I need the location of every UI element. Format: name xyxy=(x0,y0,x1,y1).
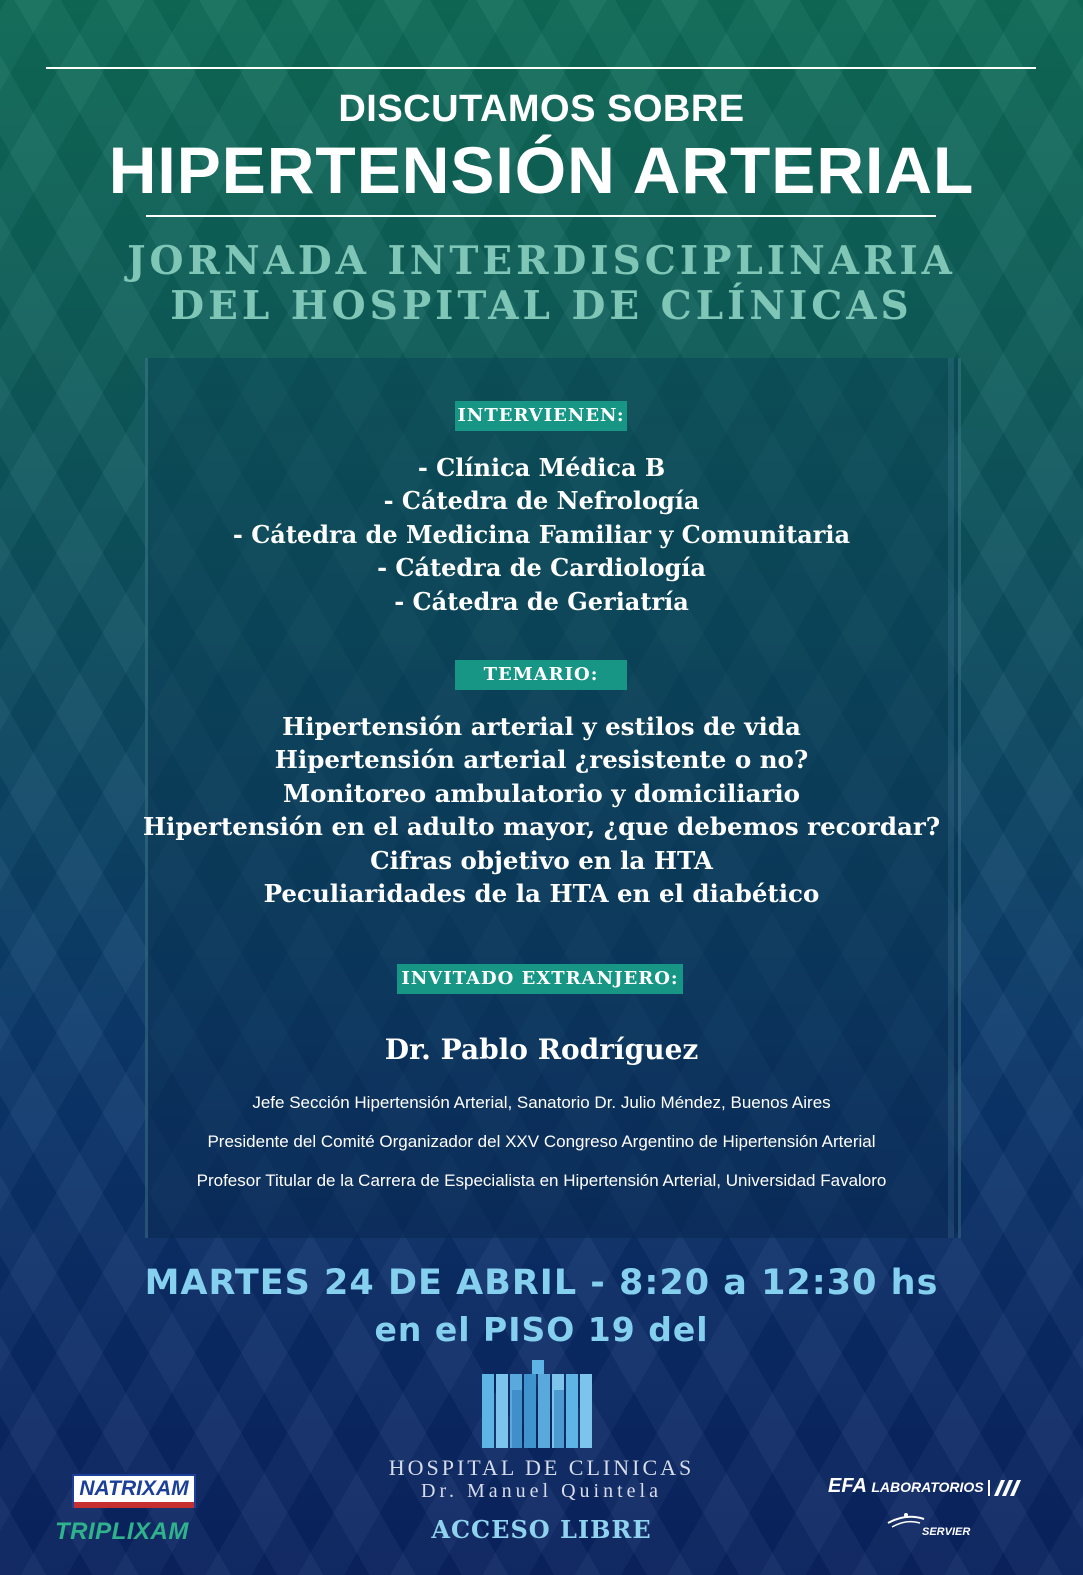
list-item: Hipertensión arterial y estilos de vida xyxy=(282,712,801,741)
event-date-time: MARTES 24 DE ABRIL - 8:20 a 12:30 hs xyxy=(144,1263,939,1303)
servier-text: SERVIER xyxy=(922,1526,971,1538)
list-item: Monitoreo ambulatorio y domiciliario xyxy=(282,778,800,808)
top-rule xyxy=(46,67,1036,69)
title-underline xyxy=(146,215,936,217)
list-item: - Cátedra de Nefrología xyxy=(383,486,700,516)
efa-mark-icon xyxy=(988,1480,1024,1496)
efa-laboratorios-logo xyxy=(828,1475,1024,1498)
guest-name: Dr. Pablo Rodríguez xyxy=(384,1033,699,1066)
list-item: Peculiaridades de la HTA en el diabético xyxy=(263,879,820,909)
natrixam-text: NATRIXAM xyxy=(79,1477,189,1500)
access-label: ACCESO LIBRE xyxy=(431,1515,652,1544)
intervienen-badge: INTERVIENEN: xyxy=(455,401,627,431)
list-item: - Clínica Médica B xyxy=(417,453,666,482)
hospital-name: HOSPITAL DE CLINICAS xyxy=(388,1455,695,1480)
guest-credential: Presidente del Comité Organizador del XXV Congreso Argentino de Hipertensión Arterial xyxy=(207,1132,876,1151)
subtitle-line-1: JORNADA INTERDISCIPLINARIA xyxy=(127,238,956,284)
natrixam-logo xyxy=(72,1474,196,1508)
guest-credential: Profesor Titular de la Carrera de Especialista en Hipertensión Arterial, Universidad Favaloro xyxy=(196,1171,887,1190)
laboratorios-text: LABORATORIOS xyxy=(871,1479,984,1495)
title-line-1: DISCUTAMOS SOBRE xyxy=(338,88,745,130)
event-place: en el PISO 19 del xyxy=(374,1310,709,1349)
triplixam-logo: TRIPLIXAM xyxy=(55,1518,189,1545)
hospital-subname: Dr. Manuel Quintela xyxy=(421,1480,662,1502)
temario-badge: TEMARIO: xyxy=(455,660,627,690)
list-item: Hipertensión en el adulto mayor, ¿que debemos recordar? xyxy=(142,812,941,842)
list-item: - Cátedra de Geriatría xyxy=(394,586,689,616)
list-item: - Cátedra de Medicina Familiar y Comunitaria xyxy=(232,519,851,549)
list-item: Cifras objetivo en la HTA xyxy=(370,845,713,875)
intervienen-list xyxy=(0,451,1083,618)
list-item: - Cátedra de Cardiología xyxy=(377,553,706,583)
hospital-logo-icon xyxy=(482,1360,592,1448)
guest-credential: Jefe Sección Hipertensión Arterial, Sanatorio Dr. Julio Méndez, Buenos Aires xyxy=(252,1093,831,1112)
temario-list xyxy=(0,710,1083,910)
subtitle-line-2: DEL HOSPITAL DE CLÍNICAS xyxy=(170,283,913,329)
efa-text: EFA xyxy=(828,1475,867,1497)
natrixam-stripe xyxy=(74,1502,194,1508)
invitado-badge: INVITADO EXTRANJERO: xyxy=(397,964,683,994)
servier-mark-icon xyxy=(886,1509,926,1531)
title-line-2: HIPERTENSIÓN ARTERIAL xyxy=(108,133,975,207)
list-item: Hipertensión arterial ¿resistente o no? xyxy=(274,745,809,775)
